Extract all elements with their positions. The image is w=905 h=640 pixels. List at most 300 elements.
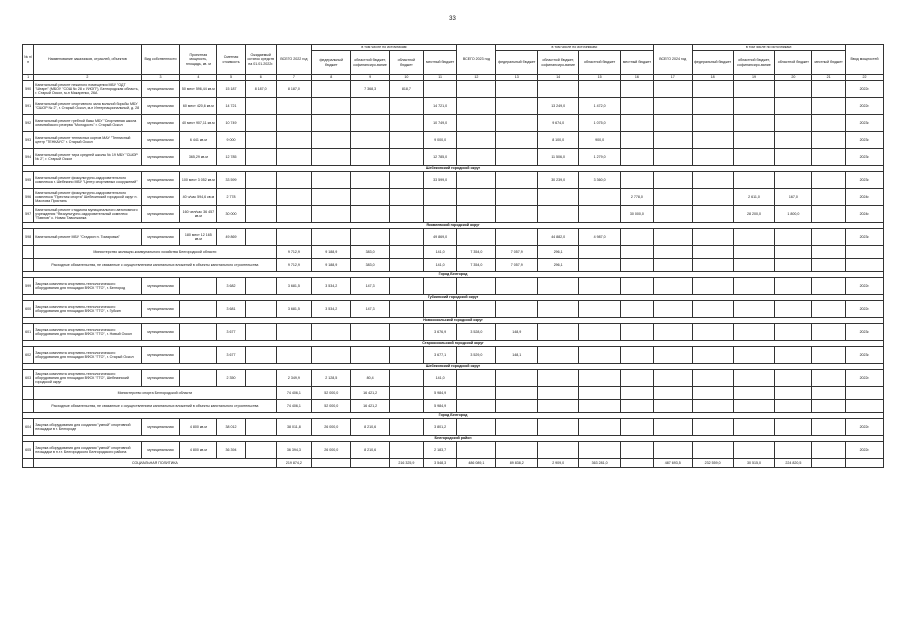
table-cell: [692, 206, 733, 223]
table-cell: 49 869: [217, 229, 246, 246]
table-cell: [812, 115, 846, 132]
table-cell: 12 785: [217, 149, 246, 166]
header-name: Наименование заказчиков, отраслей, объектов: [34, 45, 141, 75]
table-cell: [653, 278, 692, 295]
table-cell: [457, 81, 496, 98]
column-number: 14: [538, 75, 579, 81]
table-cell: 14 721: [217, 98, 246, 115]
header-local: местный бюджет: [423, 51, 457, 75]
row-number: 596: [23, 189, 34, 206]
column-number: 12: [457, 75, 496, 81]
table-cell: [812, 419, 846, 436]
subtotal-cell: [733, 400, 775, 413]
table-cell: [621, 301, 654, 318]
table-cell: [653, 115, 692, 132]
table-cell: [245, 278, 276, 295]
subtotal-cell: [457, 387, 496, 400]
table-cell: [733, 115, 775, 132]
table-cell: 26 000,0: [312, 442, 351, 459]
header-sources-2023: в том числе по источникам:: [496, 45, 653, 51]
table-cell: [245, 324, 276, 341]
column-number: 13: [496, 75, 538, 81]
object-name: Капитальный ремонт стадиона муниципального автономного учреждения "Физкультурно-оздоровительный комплекс "Павлов" с. Новая Таволжанка: [34, 206, 141, 223]
subtotal-cell: 9 712,9: [276, 259, 312, 272]
table-cell: 3 534,2: [312, 278, 351, 295]
table-cell: [245, 98, 276, 115]
table-cell: [390, 370, 424, 387]
table-cell: 28 200,0: [733, 206, 775, 223]
subtotal-cell: [312, 459, 351, 468]
subtotal-cell: 296,1: [538, 246, 579, 259]
row-number: [23, 459, 34, 468]
table-cell: [812, 132, 846, 149]
table-cell: [351, 324, 390, 341]
object-name: Капитальный ремонт физкультурно-оздоровительного комплекса г. Шебекино МБУ "Центр спортивных сооружений": [34, 172, 141, 189]
table-cell: 14 721,0: [423, 98, 457, 115]
table-cell: [351, 206, 390, 223]
table-cell: [812, 81, 846, 98]
table-cell: 26 000,0: [312, 419, 351, 436]
table-cell: [538, 189, 579, 206]
table-cell: [812, 301, 846, 318]
table-cell: 2023г.: [846, 229, 884, 246]
table-cell: [457, 149, 496, 166]
table-cell: [276, 149, 312, 166]
table-cell: 49 869,0: [423, 229, 457, 246]
table-cell: [733, 172, 775, 189]
column-number: 3: [141, 75, 180, 81]
subtotal-cell: 487 693,5: [653, 459, 692, 468]
table-cell: [812, 229, 846, 246]
table-cell: [692, 370, 733, 387]
table-row: [23, 442, 884, 459]
subtotal-cell: 219 874,2: [276, 459, 312, 468]
table-cell: [180, 347, 217, 364]
subtotal-cell: 141,0: [423, 259, 457, 272]
subtotal-cell: [653, 259, 692, 272]
table-cell: 3 681,5: [276, 278, 312, 295]
subtotal-cell: [692, 259, 733, 272]
table-cell: [390, 189, 424, 206]
table-cell: [245, 189, 276, 206]
table-cell: 30 000: [217, 206, 246, 223]
column-number: 17: [653, 75, 692, 81]
object-name: Капитальный ремонт МБУ "Стадион п. Томаровка": [34, 229, 141, 246]
table-cell: [775, 81, 812, 98]
table-cell: [653, 324, 692, 341]
table-cell: 148,9: [496, 324, 538, 341]
table-cell: [312, 81, 351, 98]
table-cell: 2023г.: [846, 115, 884, 132]
header-federal: федеральный бюджет: [692, 51, 733, 75]
table-cell: [692, 132, 733, 149]
table-cell: [312, 115, 351, 132]
row-number: [23, 246, 34, 259]
subtotal-cell: [653, 400, 692, 413]
table-cell: 1 279,0: [579, 149, 621, 166]
subtotal-label: СОЦИАЛЬНАЯ ПОЛИТИКА: [34, 459, 276, 468]
header-total-2024: ВСЕГО 2024 год: [653, 45, 692, 75]
table-cell: 3 801,2: [423, 419, 457, 436]
table-cell: [653, 206, 692, 223]
object-name: Капитальный ремонт теннисных кортов МАУ "Теннисный центр "ТЕНКАУС" г. Старый Оскол: [34, 132, 141, 149]
table-cell: 2022г.: [846, 81, 884, 98]
table-cell: [496, 189, 538, 206]
subtotal-cell: [812, 400, 846, 413]
table-cell: 365,29 кв.м: [180, 149, 217, 166]
header-regional: областной бюджет: [579, 51, 621, 75]
table-cell: 60 мест 420,6 кв.м: [180, 98, 217, 115]
table-cell: [621, 81, 654, 98]
table-cell: [775, 301, 812, 318]
table-cell: [538, 81, 579, 98]
section-title: Шебекинский городской округ: [23, 166, 884, 172]
subtotal-cell: 7 057,9: [496, 259, 538, 272]
table-cell: 2022г.: [846, 370, 884, 387]
subtotal-cell: 7 057,9: [496, 246, 538, 259]
table-cell: 2023г.: [846, 324, 884, 341]
table-cell: [579, 370, 621, 387]
section-title: Город Белгород: [23, 272, 884, 278]
table-cell: [621, 229, 654, 246]
table-cell: [775, 370, 812, 387]
subtotal-cell: [621, 459, 654, 468]
table-cell: 3 677: [217, 347, 246, 364]
table-cell: 3 529,0: [457, 347, 496, 364]
row-number: 590: [23, 81, 34, 98]
section-title: Яковлевский городской округ: [23, 223, 884, 229]
subtotal-cell: [538, 400, 579, 413]
table-cell: [312, 189, 351, 206]
table-cell: [276, 98, 312, 115]
table-row: [23, 347, 884, 364]
table-cell: [496, 206, 538, 223]
subtotal-cell: 141,0: [423, 246, 457, 259]
table-cell: 2023г.: [846, 132, 884, 149]
table-cell: [775, 347, 812, 364]
subtotal-cell: 52 000,0: [312, 387, 351, 400]
column-number: 5: [217, 75, 246, 81]
table-cell: [180, 278, 217, 295]
header-capacity: Проектная мощность, площадь, кв. м: [180, 45, 217, 75]
subtotal-cell: 9 188,9: [312, 246, 351, 259]
table-cell: 3 677,1: [423, 347, 457, 364]
table-cell: [457, 206, 496, 223]
subtotal-cell: 9 712,9: [276, 246, 312, 259]
table-cell: [579, 301, 621, 318]
table-cell: муниципальная: [141, 442, 180, 459]
table-cell: [775, 172, 812, 189]
table-cell: [180, 370, 217, 387]
row-number: 593: [23, 132, 34, 149]
table-cell: [276, 347, 312, 364]
column-number: 1: [23, 75, 34, 81]
table-cell: [496, 132, 538, 149]
table-cell: [457, 229, 496, 246]
table-cell: муниципальная: [141, 278, 180, 295]
table-cell: [245, 149, 276, 166]
subtotal-row: [23, 400, 884, 413]
table-cell: [692, 229, 733, 246]
table-cell: 167,0: [775, 189, 812, 206]
subtotal-cell: [812, 246, 846, 259]
object-name: Закупка оборудования для создания "умной" спортивной площадки в г. Белгороде: [34, 419, 141, 436]
header-est-cost: Сметная стоимость: [217, 45, 246, 75]
table-cell: [812, 206, 846, 223]
subtotal-cell: 5 984,9: [423, 387, 457, 400]
table-cell: [496, 301, 538, 318]
subtotal-cell: 383,0: [351, 246, 390, 259]
table-cell: [245, 442, 276, 459]
table-cell: [390, 172, 424, 189]
table-cell: [692, 419, 733, 436]
table-cell: [496, 81, 538, 98]
table-cell: 33 599,0: [423, 172, 457, 189]
subtotal-cell: 363 281,0: [579, 459, 621, 468]
subtotal-cell: [390, 387, 424, 400]
object-name: Капитальный ремонт тира средней школы № 19 МБУ "СШОР № 2", г. Старый Оскол: [34, 149, 141, 166]
table-cell: [276, 189, 312, 206]
object-name: Капитальный ремонт гребной базы МБУ "Спортивная школа олимпийского резерва "Молодость" г. Старый Оскол: [34, 115, 141, 132]
column-number: 2: [34, 75, 141, 81]
table-cell: [733, 149, 775, 166]
table-cell: [538, 442, 579, 459]
table-cell: 6 441 кв.м: [180, 132, 217, 149]
table-cell: муниципальная: [141, 189, 180, 206]
row-number: 597: [23, 206, 34, 223]
table-cell: [653, 370, 692, 387]
table-cell: 10 749: [217, 115, 246, 132]
table-cell: [390, 324, 424, 341]
header-regional-cofin: областной бюджет, софинансиро-вание: [351, 51, 390, 75]
table-cell: [351, 347, 390, 364]
table-cell: [775, 278, 812, 295]
table-cell: [390, 301, 424, 318]
table-cell: 2 349,9: [276, 370, 312, 387]
table-cell: [621, 370, 654, 387]
object-name: Закупка комплекта спортивно-технологического оборудования для площадки ВФСК "ГТО", г. Старый Оскол: [34, 347, 141, 364]
table-cell: [538, 370, 579, 387]
table-cell: [621, 278, 654, 295]
table-cell: 4 987,0: [579, 229, 621, 246]
table-cell: 3 681,5: [276, 301, 312, 318]
header-local: местный бюджет: [812, 51, 846, 75]
table-cell: [276, 115, 312, 132]
section-title: Старооскольский городской округ: [23, 341, 884, 347]
table-cell: [579, 81, 621, 98]
column-number: 19: [733, 75, 775, 81]
table-cell: [733, 442, 775, 459]
subtotal-cell: 74 406,1: [276, 387, 312, 400]
page-number: 33: [449, 16, 456, 22]
column-number: 15: [579, 75, 621, 81]
table-cell: [457, 189, 496, 206]
table-cell: 160 чел/час 36 457 кв.м: [180, 206, 217, 223]
table-cell: 36 394,3: [276, 442, 312, 459]
table-cell: 15 187: [217, 81, 246, 98]
table-cell: 30 000,0: [621, 206, 654, 223]
table-cell: [692, 324, 733, 341]
table-cell: 2 778,0: [621, 189, 654, 206]
table-cell: [621, 324, 654, 341]
table-cell: 100 мест 3 052 кв.м: [180, 172, 217, 189]
table-cell: [812, 98, 846, 115]
table-cell: [457, 301, 496, 318]
table-cell: [276, 172, 312, 189]
subtotal-cell: [390, 400, 424, 413]
table-cell: [621, 149, 654, 166]
table-cell: 44 882,0: [538, 229, 579, 246]
table-cell: 2022г.: [846, 442, 884, 459]
table-cell: [390, 206, 424, 223]
subtotal-label: Министерство спорта Белгородской области: [34, 387, 276, 400]
subtotal-cell: [653, 246, 692, 259]
table-cell: 36 394: [217, 442, 246, 459]
table-cell: [496, 149, 538, 166]
table-cell: [692, 81, 733, 98]
table-cell: [276, 206, 312, 223]
object-name: Закупка комплекта спортивно-технологического оборудования для площадки ВФСК "ГТО", г. Новый Оскол: [34, 324, 141, 341]
header-total-2023: ВСЕГО 2023 год: [457, 45, 496, 75]
subtotal-cell: [621, 246, 654, 259]
table-cell: 2 128,5: [312, 370, 351, 387]
budget-table: [22, 44, 884, 468]
table-cell: [692, 172, 733, 189]
subtotal-cell: 89 838,2: [496, 459, 538, 468]
table-cell: 3 682: [217, 278, 246, 295]
subtotal-cell: 16 421,2: [351, 400, 390, 413]
table-cell: 9 000,0: [423, 132, 457, 149]
table-cell: [457, 278, 496, 295]
table-cell: муниципальная: [141, 206, 180, 223]
table-cell: 2024г.: [846, 206, 884, 223]
table-cell: [733, 419, 775, 436]
subtotal-cell: 52 000,0: [312, 400, 351, 413]
subtotal-label: Расходные обязательства, не связанные с осуществлением капитальных вложений в объекты капитального строительства: [34, 400, 276, 413]
table-cell: [423, 301, 457, 318]
table-cell: [692, 98, 733, 115]
subtotal-cell: [579, 387, 621, 400]
subtotal-row: [23, 259, 884, 272]
subtotal-cell: [692, 387, 733, 400]
table-cell: 3 681: [217, 301, 246, 318]
table-cell: [775, 115, 812, 132]
subtotal-cell: 486 089,1: [457, 459, 496, 468]
table-cell: [351, 98, 390, 115]
table-cell: 4 800 кв.м: [180, 442, 217, 459]
table-cell: 147,3: [351, 301, 390, 318]
subtotal-cell: [812, 387, 846, 400]
table-cell: [312, 149, 351, 166]
table-cell: [812, 172, 846, 189]
subtotal-cell: [775, 400, 812, 413]
subtotal-cell: [775, 387, 812, 400]
table-cell: 2023г.: [846, 172, 884, 189]
table-cell: 8 210,6: [351, 442, 390, 459]
header-sources-2024: в том числе по источникам:: [692, 45, 845, 51]
table-cell: 38 012: [217, 419, 246, 436]
table-cell: 818,7: [390, 81, 424, 98]
table-row: [23, 115, 884, 132]
table-cell: 1 472,0: [579, 98, 621, 115]
table-cell: муниципальная: [141, 419, 180, 436]
table-cell: 9 000: [217, 132, 246, 149]
table-cell: [351, 189, 390, 206]
table-cell: [245, 206, 276, 223]
table-cell: [351, 172, 390, 189]
table-cell: муниципальная: [141, 347, 180, 364]
table-cell: 148,1: [496, 347, 538, 364]
row-number: [23, 387, 34, 400]
table-cell: [457, 370, 496, 387]
table-cell: [579, 347, 621, 364]
header-commission: Ввод мощностей: [846, 45, 884, 75]
table-cell: [390, 347, 424, 364]
table-cell: 2022г.: [846, 98, 884, 115]
subtotal-row: [23, 387, 884, 400]
subtotal-cell: 2 909,0: [538, 459, 579, 468]
row-number: 602: [23, 347, 34, 364]
table-cell: муниципальная: [141, 229, 180, 246]
table-cell: [276, 132, 312, 149]
table-cell: 2 778: [217, 189, 246, 206]
table-cell: [812, 370, 846, 387]
table-cell: [812, 278, 846, 295]
row-number: [23, 259, 34, 272]
row-number: 592: [23, 115, 34, 132]
table-cell: [496, 98, 538, 115]
object-name: Закупка комплекта спортивно-технологического оборудования для площадки ВФСК "ГТО", Шебекинский городской округ: [34, 370, 141, 387]
table-row: [23, 132, 884, 149]
header-sources-2022: в том числе по источникам:: [312, 45, 457, 51]
table-cell: [496, 442, 538, 459]
table-cell: 33 599: [217, 172, 246, 189]
table-cell: 12 785,0: [423, 149, 457, 166]
table-cell: [621, 172, 654, 189]
table-cell: [312, 324, 351, 341]
grand-total-row: [23, 459, 884, 468]
row-number: [23, 400, 34, 413]
table-cell: [390, 98, 424, 115]
table-row: [23, 206, 884, 223]
subtotal-cell: [390, 259, 424, 272]
table-cell: [538, 206, 579, 223]
table-cell: [653, 189, 692, 206]
subtotal-cell: 232 559,0: [692, 459, 733, 468]
subtotal-cell: [579, 246, 621, 259]
table-cell: [245, 132, 276, 149]
table-cell: [692, 115, 733, 132]
row-number: 605: [23, 442, 34, 459]
subtotal-cell: [538, 387, 579, 400]
column-number: 20: [775, 75, 812, 81]
table-row: [23, 324, 884, 341]
table-cell: 180 мест 12 165 кв.м: [180, 229, 217, 246]
subtotal-cell: 383,0: [351, 259, 390, 272]
table-cell: [621, 115, 654, 132]
table-cell: 4 800 кв.м: [180, 419, 217, 436]
row-number: 604: [23, 419, 34, 436]
table-cell: муниципальная: [141, 115, 180, 132]
header-balance: Ожидаемый остаток средств на 01.01.2022г.: [245, 45, 276, 75]
header-federal: федеральный бюджет: [496, 51, 538, 75]
table-cell: [496, 278, 538, 295]
table-row: [23, 81, 884, 98]
table-cell: [653, 347, 692, 364]
section-title: Город Белгород: [23, 413, 884, 419]
column-number: 21: [812, 75, 846, 81]
header-row-no: № п/п: [23, 45, 34, 75]
